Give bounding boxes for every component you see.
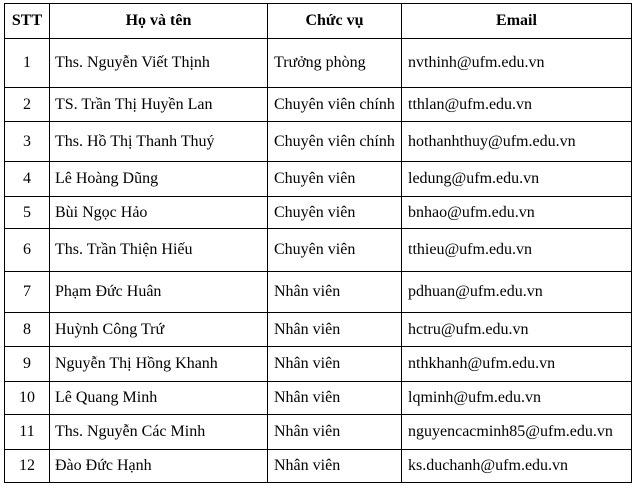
table-row [5, 272, 632, 313]
person-name: TS. Trần Thị Huyền Lan [50, 88, 268, 122]
person-email: hothanhthuy@ufm.edu.vn [402, 122, 632, 162]
table-row [5, 229, 632, 272]
table-row [5, 39, 632, 88]
table-row [5, 88, 632, 122]
person-email: ks.duchanh@ufm.edu.vn [402, 450, 632, 483]
person-position: Chuyên viên [268, 197, 402, 229]
person-email: tthieu@ufm.edu.vn [402, 229, 632, 272]
person-position: Chuyên viên chính [268, 88, 402, 122]
staff-table-container [4, 3, 632, 483]
staff-table [4, 3, 632, 483]
row-number: 11 [5, 415, 50, 450]
table-row [5, 313, 632, 347]
row-number: 4 [5, 162, 50, 197]
person-email: nthkhanh@ufm.edu.vn [402, 347, 632, 382]
person-name: Ths. Nguyễn Các Minh [50, 415, 268, 450]
person-name: Ths. Trần Thiện Hiếu [50, 229, 268, 272]
person-email: pdhuan@ufm.edu.vn [402, 272, 632, 313]
person-email: hctru@ufm.edu.vn [402, 313, 632, 347]
person-email: ledung@ufm.edu.vn [402, 162, 632, 197]
header-stt: STT [5, 4, 50, 39]
person-position: Trưởng phòng [268, 39, 402, 88]
row-number: 6 [5, 229, 50, 272]
person-name: Huỳnh Công Trứ [50, 313, 268, 347]
person-email: lqminh@ufm.edu.vn [402, 382, 632, 415]
row-number: 8 [5, 313, 50, 347]
person-position: Nhân viên [268, 347, 402, 382]
table-row [5, 197, 632, 229]
row-number: 9 [5, 347, 50, 382]
header-row [5, 4, 632, 39]
person-name: Ths. Hồ Thị Thanh Thuý [50, 122, 268, 162]
person-position: Chuyên viên [268, 162, 402, 197]
table-row [5, 347, 632, 382]
person-email: nguyencacminh85@ufm.edu.vn [402, 415, 632, 450]
header-email: Email [402, 4, 632, 39]
person-name: Nguyễn Thị Hồng Khanh [50, 347, 268, 382]
table-row [5, 382, 632, 415]
table-row [5, 450, 632, 483]
person-name: Lê Hoàng Dũng [50, 162, 268, 197]
person-name: Bùi Ngọc Hảo [50, 197, 268, 229]
table-row [5, 162, 632, 197]
row-number: 3 [5, 122, 50, 162]
row-number: 2 [5, 88, 50, 122]
person-name: Ths. Nguyễn Viết Thịnh [50, 39, 268, 88]
person-position: Chuyên viên chính [268, 122, 402, 162]
table-row [5, 415, 632, 450]
person-name: Đào Đức Hạnh [50, 450, 268, 483]
header-name: Họ và tên [50, 4, 268, 39]
person-name: Phạm Đức Huân [50, 272, 268, 313]
person-position: Nhân viên [268, 272, 402, 313]
person-position: Nhân viên [268, 382, 402, 415]
person-position: Nhân viên [268, 415, 402, 450]
person-name: Lê Quang Minh [50, 382, 268, 415]
person-position: Chuyên viên [268, 229, 402, 272]
row-number: 10 [5, 382, 50, 415]
table-row [5, 122, 632, 162]
header-position: Chức vụ [268, 4, 402, 39]
person-position: Nhân viên [268, 450, 402, 483]
person-email: nvthinh@ufm.edu.vn [402, 39, 632, 88]
person-position: Nhân viên [268, 313, 402, 347]
row-number: 1 [5, 39, 50, 88]
person-email: tthlan@ufm.edu.vn [402, 88, 632, 122]
row-number: 12 [5, 450, 50, 483]
person-email: bnhao@ufm.edu.vn [402, 197, 632, 229]
row-number: 5 [5, 197, 50, 229]
row-number: 7 [5, 272, 50, 313]
